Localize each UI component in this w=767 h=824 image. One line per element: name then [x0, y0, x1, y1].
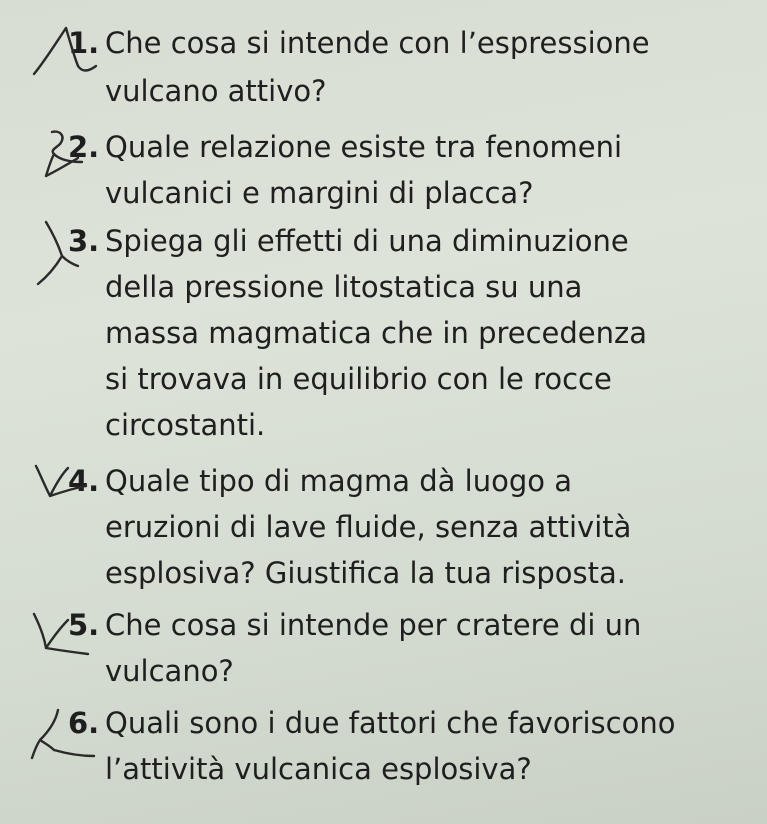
question-text-line: massa magmatica che in precedenza	[105, 316, 648, 350]
question-number: 3.	[68, 224, 100, 258]
question-text-line: vulcanici e margini di placca?	[105, 176, 534, 210]
question-text-line: eruzioni di lave fluide, senza attività	[105, 510, 632, 544]
question-text-line: vulcano attivo?	[105, 74, 327, 108]
question-text-line: circostanti.	[105, 408, 266, 442]
question-text-line: Quali sono i due fattori che favoriscono	[105, 706, 676, 740]
question-number: 6.	[68, 706, 100, 740]
question-number: 5.	[68, 608, 100, 642]
question-text-line: Quale relazione esiste tra fenomeni	[105, 130, 623, 164]
question-text-line: Che cosa si intende con l’espressione	[105, 26, 650, 60]
question-number: 1.	[68, 26, 100, 60]
question-text-line: esplosiva? Giustifica la tua risposta.	[105, 556, 627, 590]
question-number: 4.	[68, 464, 100, 498]
question-text-line: l’attività vulcanica esplosiva?	[105, 752, 532, 786]
question-text-line: vulcano?	[105, 654, 234, 688]
question-text-line: Spiega gli effetti di una diminuzione	[105, 224, 629, 258]
question-text-line: Quale tipo di magma dà luogo a	[105, 464, 572, 498]
question-text-line: della pressione litostatica su una	[105, 270, 583, 304]
question-number: 2.	[68, 130, 100, 164]
question-text-line: si trovava in equilibrio con le rocce	[105, 362, 612, 396]
question-text-line: Che cosa si intende per cratere di un	[105, 608, 642, 642]
